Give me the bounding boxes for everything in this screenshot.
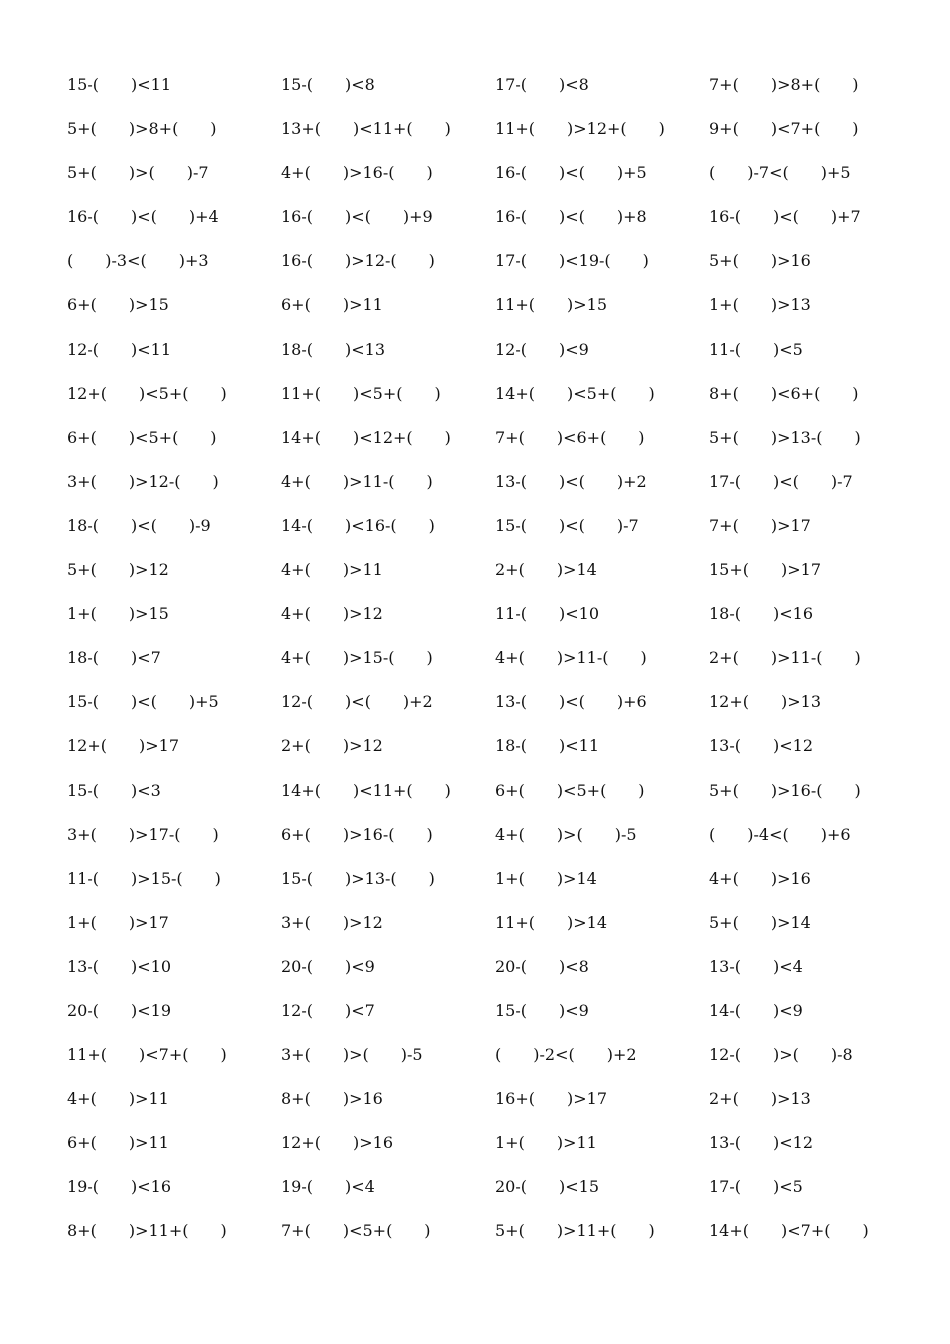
math-problem: 5+( )>11+( ) xyxy=(495,1221,655,1241)
math-problem: 12+( )>13 xyxy=(709,692,822,712)
math-problem: 11+( )>15 xyxy=(495,295,608,315)
math-problem: 5+( )>14 xyxy=(709,912,811,932)
math-problem: 15-( )>13-( ) xyxy=(281,868,435,888)
math-problem: 2+( )>14 xyxy=(495,560,597,580)
math-problem: 18-( )<13 xyxy=(281,339,386,359)
math-problem: 3+( )>17-( ) xyxy=(67,824,219,844)
math-problem: 3+( )>12-( ) xyxy=(67,471,219,491)
math-problem: 17-( )<( )-7 xyxy=(709,471,853,491)
math-problem: 1+( )>11 xyxy=(495,1133,597,1153)
math-problem: 12-( )<11 xyxy=(67,339,172,359)
math-problem: 20-( )<15 xyxy=(495,1177,600,1197)
math-problem: 16-( )<( )+5 xyxy=(495,163,647,183)
math-problem: 13-( )<( )+2 xyxy=(495,471,647,491)
math-problem: 17-( )<8 xyxy=(495,75,589,94)
math-problem: 15-( )<( )+5 xyxy=(67,692,219,712)
math-problem: 11+( )<7+( ) xyxy=(67,1045,227,1065)
math-problem: 2+( )>12 xyxy=(281,736,383,756)
math-problem: 20-( )<8 xyxy=(495,956,589,976)
math-problem: 15-( )<3 xyxy=(67,780,161,800)
math-problem: 8+( )<6+( ) xyxy=(709,383,859,403)
math-problem: 1+( )>15 xyxy=(67,604,169,624)
math-problem: 5+( )>12 xyxy=(67,560,169,580)
math-problem: 13-( )<12 xyxy=(709,736,814,756)
math-problem: 6+( )<5+( ) xyxy=(495,780,645,800)
math-problem: 20-( )<19 xyxy=(67,1000,172,1020)
math-problem: 4+( )>16-( ) xyxy=(281,163,433,183)
math-problem: 16-( )<( )+4 xyxy=(67,207,219,227)
math-problem: 4+( )>12 xyxy=(281,604,383,624)
math-problem: 16-( )<( )+8 xyxy=(495,207,647,227)
math-problem: 4+( )>15-( ) xyxy=(281,648,433,668)
math-problem: 4+( )>16 xyxy=(709,868,811,888)
math-problem: 5+( )>( )-7 xyxy=(67,163,209,183)
math-problem: 18-( )<16 xyxy=(709,604,814,624)
math-problem: 17-( )<19-( ) xyxy=(495,251,649,271)
math-problem: 13+( )<11+( ) xyxy=(281,119,451,139)
math-problem: 18-( )<( )-9 xyxy=(67,515,211,535)
math-problem: 14-( )<9 xyxy=(709,1000,803,1020)
math-problem: 8+( )>16 xyxy=(281,1089,383,1109)
math-problem: 6+( )>16-( ) xyxy=(281,824,433,844)
math-problem: 15-( )<11 xyxy=(67,75,172,94)
math-problem: ( )-2<( )+2 xyxy=(495,1045,637,1065)
math-problem: 6+( )>11 xyxy=(67,1133,169,1153)
math-problem: 17-( )<5 xyxy=(709,1177,803,1197)
math-problem: 4+( )>( )-5 xyxy=(495,824,637,844)
math-problem: 19-( )<16 xyxy=(67,1177,172,1197)
math-problem: 15-( )<9 xyxy=(495,1000,589,1020)
math-problem: 4+( )>11 xyxy=(281,560,383,580)
math-problem: 13-( )<( )+6 xyxy=(495,692,647,712)
math-problem: 12+( )>17 xyxy=(67,736,180,756)
math-problem: 11-( )<10 xyxy=(495,604,600,624)
math-problem: 14+( )<7+( ) xyxy=(709,1221,869,1241)
math-problem: 1+( )>17 xyxy=(67,912,169,932)
math-problem: 11-( )>15-( ) xyxy=(67,868,221,888)
math-problem: 11+( )>12+( ) xyxy=(495,119,665,139)
math-problem: 4+( )>11 xyxy=(67,1089,169,1109)
math-problem: 16+( )>17 xyxy=(495,1089,608,1109)
math-problem: 20-( )<9 xyxy=(281,956,375,976)
math-problem: 13-( )<4 xyxy=(709,956,803,976)
math-problem: 14+( )<12+( ) xyxy=(281,427,451,447)
problem-grid xyxy=(67,71,923,1262)
math-problem: 19-( )<4 xyxy=(281,1177,375,1197)
math-problem: 5+( )>8+( ) xyxy=(67,119,217,139)
math-problem: 12-( )<7 xyxy=(281,1000,375,1020)
math-problem: 18-( )<7 xyxy=(67,648,161,668)
math-problem: 12+( )<5+( ) xyxy=(67,383,227,403)
math-problem: ( )-7<( )+5 xyxy=(709,163,851,183)
math-problem: 7+( )<5+( ) xyxy=(281,1221,431,1241)
math-problem: 9+( )<7+( ) xyxy=(709,119,859,139)
math-problem: 11+( )>14 xyxy=(495,912,608,932)
math-problem: 13-( )<10 xyxy=(67,956,172,976)
math-problem: 6+( )>15 xyxy=(67,295,169,315)
math-problem: 6+( )<5+( ) xyxy=(67,427,217,447)
math-problem: 14+( )<5+( ) xyxy=(495,383,655,403)
math-problem: 13-( )<12 xyxy=(709,1133,814,1153)
math-problem: 16-( )>12-( ) xyxy=(281,251,435,271)
math-problem: 8+( )>11+( ) xyxy=(67,1221,227,1241)
math-problem: 11-( )<5 xyxy=(709,339,803,359)
math-problem: 16-( )<( )+9 xyxy=(281,207,433,227)
math-problem: 7+( )>8+( ) xyxy=(709,75,859,94)
math-problem: 18-( )<11 xyxy=(495,736,600,756)
math-problem: 14+( )<11+( ) xyxy=(281,780,451,800)
math-problem: ( )-3<( )+3 xyxy=(67,251,209,271)
math-problem: 7+( )<6+( ) xyxy=(495,427,645,447)
math-problem: 6+( )>11 xyxy=(281,295,383,315)
math-problem: 4+( )>11-( ) xyxy=(495,648,647,668)
math-problem: 3+( )>( )-5 xyxy=(281,1045,423,1065)
math-problem: 1+( )>14 xyxy=(495,868,597,888)
math-problem: 5+( )>13-( ) xyxy=(709,427,861,447)
math-problem: 2+( )>11-( ) xyxy=(709,648,861,668)
math-problem: 5+( )>16 xyxy=(709,251,811,271)
math-problem: 4+( )>11-( ) xyxy=(281,471,433,491)
math-problem: 14-( )<16-( ) xyxy=(281,515,435,535)
math-problem: 12-( )<( )+2 xyxy=(281,692,433,712)
math-problem: 5+( )>16-( ) xyxy=(709,780,861,800)
math-problem: 15+( )>17 xyxy=(709,560,822,580)
math-problem: 15-( )<( )-7 xyxy=(495,515,639,535)
math-problem: 2+( )>13 xyxy=(709,1089,811,1109)
math-problem: 12-( )<9 xyxy=(495,339,589,359)
math-problem: ( )-4<( )+6 xyxy=(709,824,851,844)
math-problem: 12+( )>16 xyxy=(281,1133,394,1153)
math-problem: 7+( )>17 xyxy=(709,515,811,535)
math-problem: 12-( )>( )-8 xyxy=(709,1045,853,1065)
math-problem: 11+( )<5+( ) xyxy=(281,383,441,403)
math-problem: 15-( )<8 xyxy=(281,75,375,94)
math-problem: 1+( )>13 xyxy=(709,295,811,315)
math-problem: 16-( )<( )+7 xyxy=(709,207,861,227)
math-problem: 3+( )>12 xyxy=(281,912,383,932)
